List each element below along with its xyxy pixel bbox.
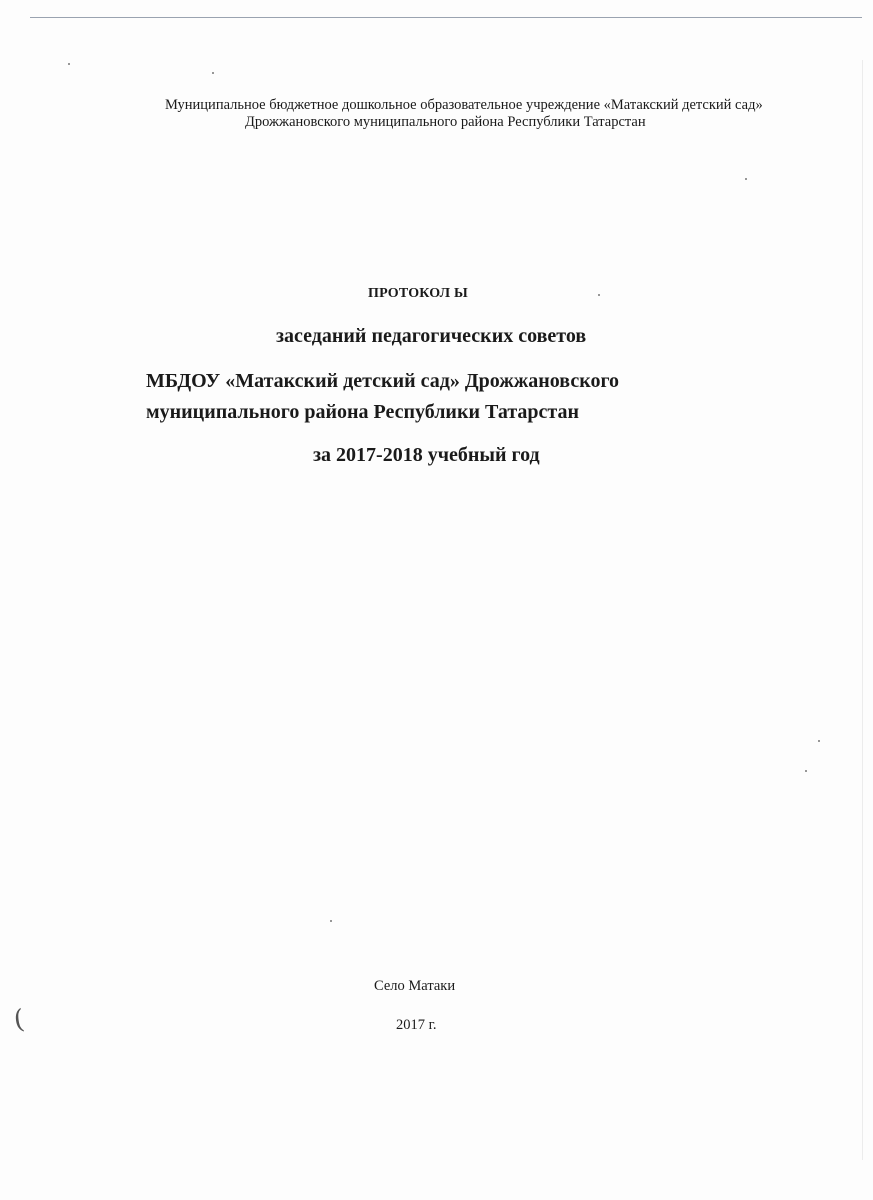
institution-name-line2: Дрожжановского муниципального района Республики Татарстан — [245, 114, 646, 130]
location: Село Матаки — [374, 978, 456, 994]
organization-line1: МБДОУ «Матакский детский сад» Дрожжановского — [146, 370, 620, 392]
organization-line2: муниципального района Республики Татарстан — [146, 401, 579, 423]
scan-speck — [330, 920, 332, 922]
scan-speck — [212, 72, 214, 74]
scan-speck — [818, 740, 820, 742]
scan-speck — [598, 294, 600, 296]
scan-speck — [745, 178, 747, 180]
document-subtitle: заседаний педагогических советов — [276, 325, 587, 347]
document-year: 2017 г. — [396, 1017, 437, 1033]
scan-speck — [68, 63, 70, 65]
scan-speck — [805, 770, 807, 772]
scan-edge-line — [30, 17, 862, 18]
academic-year: за 2017-2018 учебный год — [313, 444, 540, 466]
scan-edge-shadow — [862, 60, 863, 1160]
institution-name-line1: Муниципальное бюджетное дошкольное образовательное учреждение «Матакский детский сад» — [165, 97, 763, 113]
scan-artifact-mark: ( — [11, 1004, 27, 1036]
document-title: ПРОТОКОЛ Ы — [368, 286, 468, 301]
